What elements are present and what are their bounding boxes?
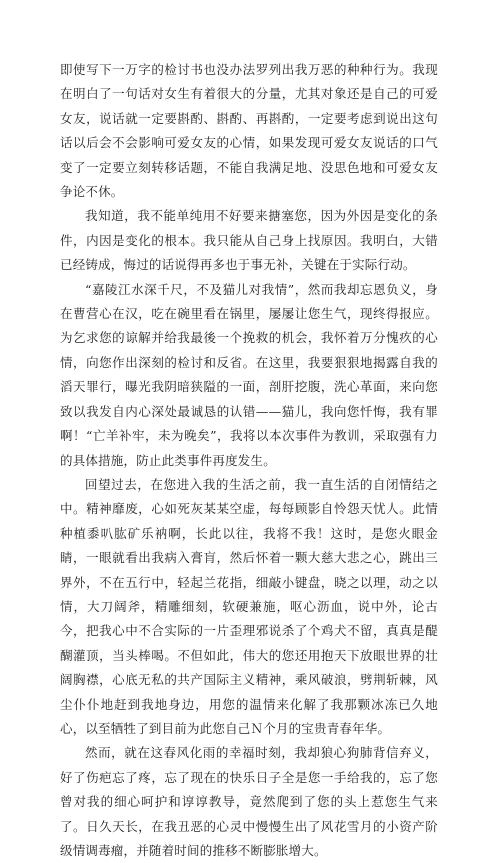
- paragraph-5: 然而，就在这春风化雨的幸福时刻，我却狼心狗肺背信弃义，好了伤疤忘了疼，忘了现在的快乐日子全是您一手给我的，忘了您曾对我的细心呵护和谆谆教导，竟然爬到了您的头上惹您生气来了。日久天长，在我丑恶的心灵中慢慢生出了风花雪月的小资产阶级情调毒瘤，并随着时间的推移不断膨胀增大。: [60, 745, 438, 858]
- paragraph-3: “嘉陵江水深千尺，不及猫儿对我情”，然而我却忘恩负义，身在曹营心在汉，吃在碗里看在锅里，屡屡让您生气，现终得报应。为乞求您的谅解并给我最後一个挽救的机会，我怀着万分愧疚的心情，向您作出深刻的检讨和反省。在这里，我要狠狠地揭露自我的滔天罪行，曝光我阴暗狭隘的一面，剖肝挖腹，洗心革面，来向您致以我发自内心深处最诚恳的认错——猫儿，我向您忏悔，我有罪啊！“亡羊补牢，未为晚矣”，我将以本次事件为教训，采取强有力的具体措施，防止此类事件再度发生。: [60, 281, 438, 468]
- document-body: [60, 58, 438, 863]
- paragraph-2: 我知道，我不能单纯用不好要来搪塞您，因为外因是变化的条件，内因是变化的根本。我只能从自己身上找原因。我明白，大错已经铸成，悔过的话说得再多也于事无补，关键在于实际行动。: [60, 208, 438, 273]
- paragraph-4: 回望过去，在您进入我的生活之前，我一直生活的自闭情结之中。精神靡废，心如死灰某某空虚，每每顾影自怜怨天忧人。此情种植黍叭肱矿乐衲啊，长此以往，我将不我！这时，是您火眼金睛，一眼就看出我病入膏肓，然后怀着一颗大慈大悲之心，跳出三界外，不在五行中，轻起兰花指，细敲小键盘，晓之以理，动之以情，大刀阔斧，精雕细刻，软硬兼施，呕心沥血，说中外，论古今，把我心中不合实际的一片歪理邪说杀了个鸡犬不留，真真是醍醐灌顶，当头棒喝。不但如此，伟大的您还用抱天下放眼世界的壮阔胸襟，心底无私的共产国际主义精神，乘风破浪，劈荆斩棘，风尘仆仆地赶到我地身边，用您的温情来化解了我那颗冰冻已久地心，以至牺牲了到目前为此您自己Ｎ个月的宝贵青春年华。: [60, 476, 438, 736]
- paragraph-1: 即使写下一万字的检讨书也没办法罗列出我万恶的种种行为。我现在明白了一句话对女生有着很大的分量，尤其对象还是自己的可爱女友，说话就一定要斟酌、斟酌、再斟酌，一定要考虑到说出这句话以后会不会影响可爱女友的心情，如果发现可爱女友说话的口气变了一定要立刻转移话题，不能自我满足地、没思色地和可爱女友争论不休。: [60, 62, 438, 200]
